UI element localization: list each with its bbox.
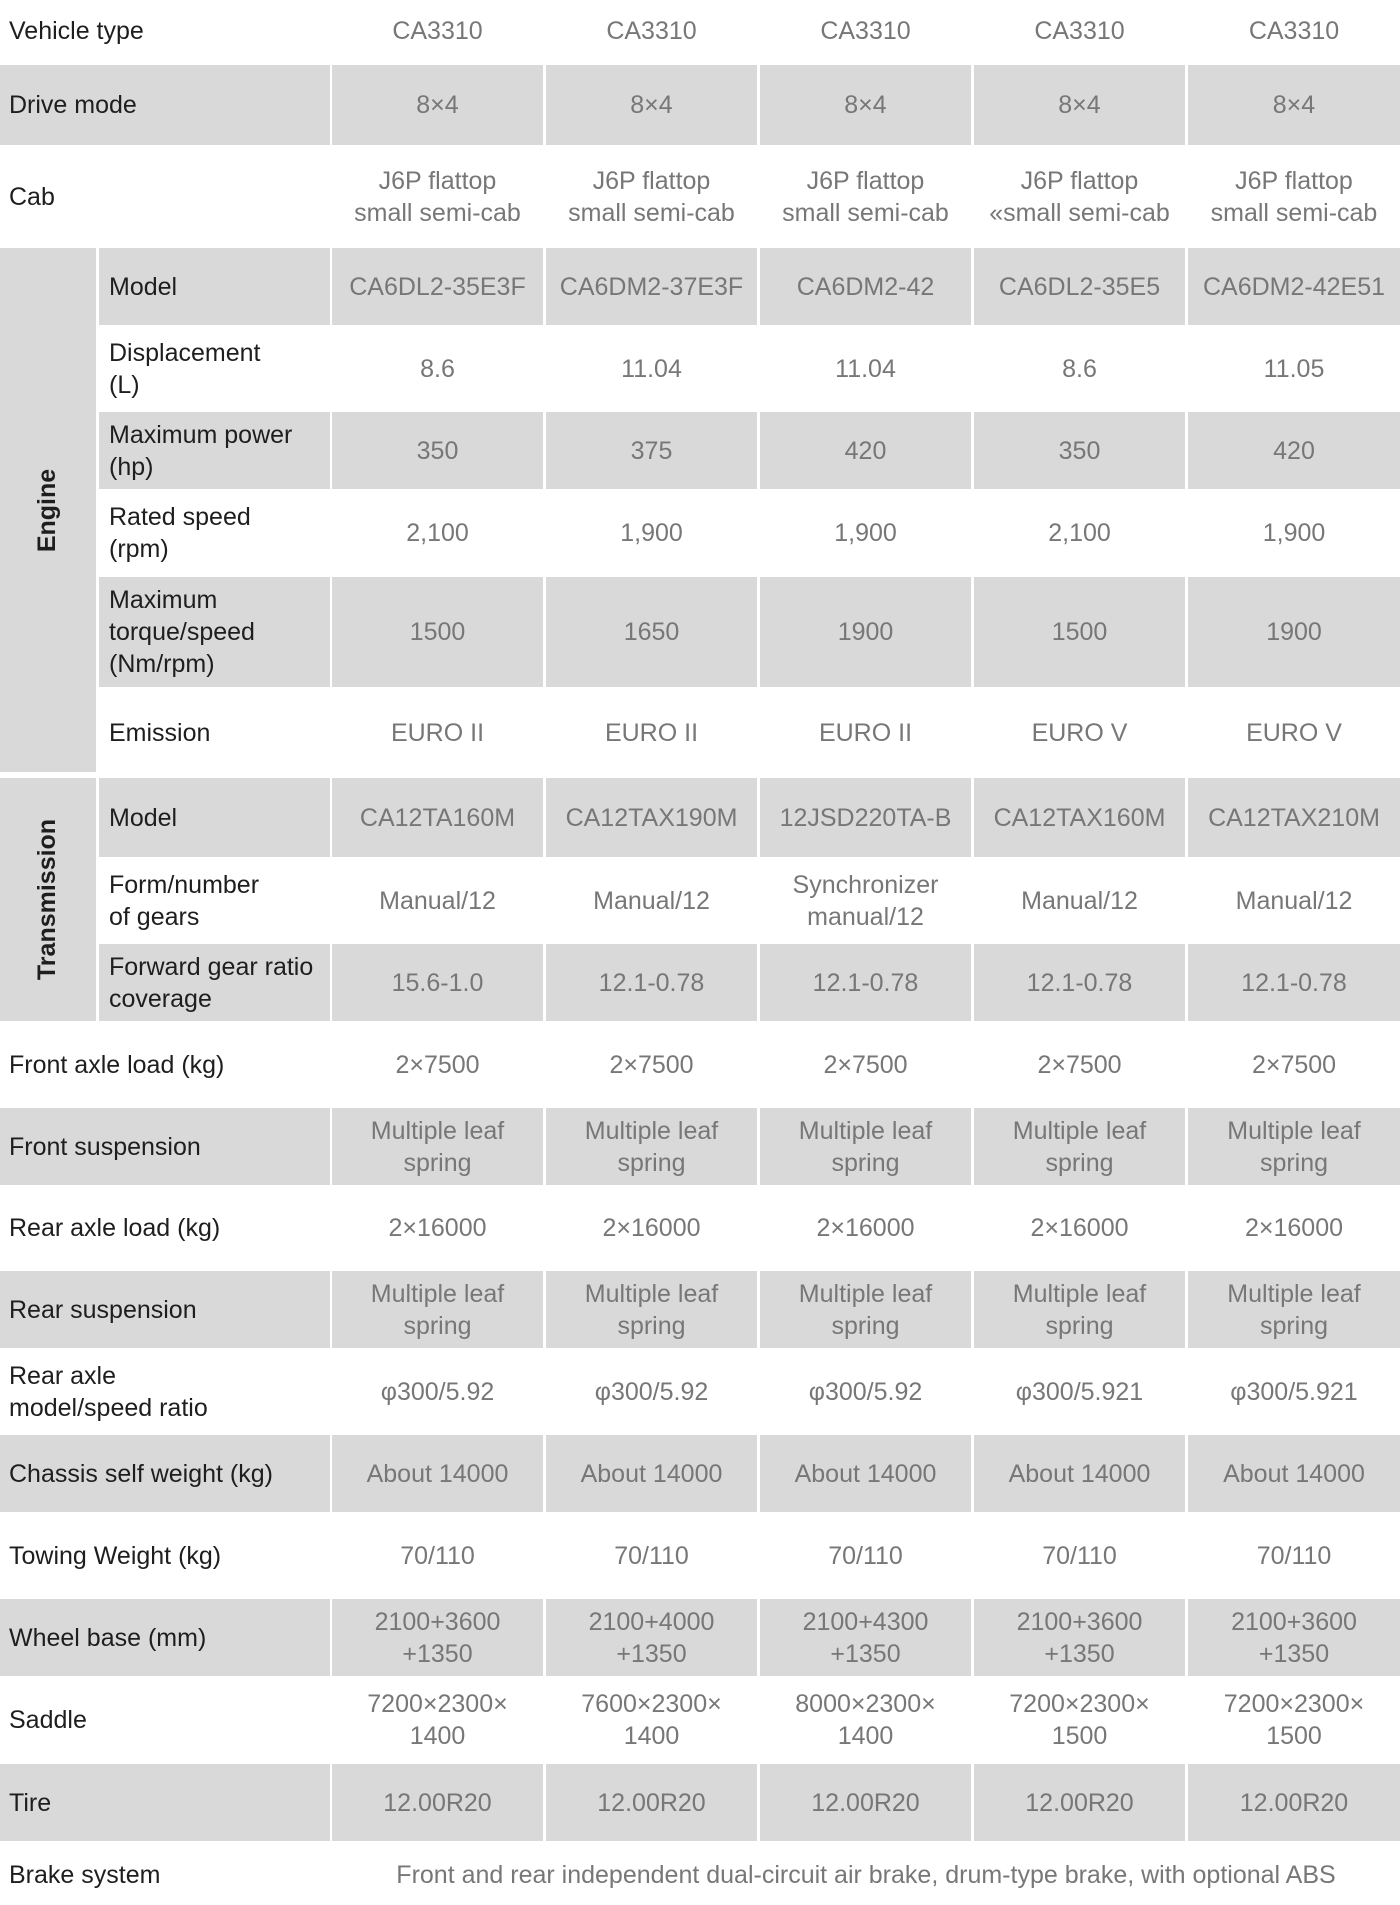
spec-value xyxy=(760,412,971,489)
spec-value xyxy=(546,1024,757,1105)
spec-value xyxy=(1188,577,1400,687)
spec-value-text: 2×16000 xyxy=(1244,1214,1344,1242)
spec-value-text: Manual/12 xyxy=(593,886,710,915)
spec-value-text: CA12TA160M xyxy=(359,803,516,832)
spec-value xyxy=(546,860,757,941)
spec-value-text: 2100+3600 +1350 xyxy=(1016,1607,1143,1668)
spec-value xyxy=(332,690,543,775)
spec-value xyxy=(974,328,1185,409)
spec-value xyxy=(974,1188,1185,1268)
spec-value xyxy=(546,248,757,325)
brake-system-value-text: Front and rear independent dual-circuit air brake, drum-type brake, with optional ABS xyxy=(396,1860,1336,1889)
spec-value xyxy=(974,944,1185,1021)
spec-value-text: 350 xyxy=(416,436,459,465)
spec-value-text: CA6DL2-35E5 xyxy=(998,272,1161,301)
spec-value xyxy=(546,1764,757,1841)
spec-value-text: φ300/5.921 xyxy=(1230,1377,1358,1406)
spec-value-text: CA3310 xyxy=(392,17,483,45)
spec-value-text: Manual/12 xyxy=(379,886,496,915)
row-label xyxy=(0,1188,330,1268)
spec-value-text: Multiple leaf spring xyxy=(1012,1116,1147,1177)
spec-value xyxy=(332,1515,543,1596)
spec-value-text: Multiple leaf spring xyxy=(798,1279,933,1340)
row-label-text: Rear axle load (kg) xyxy=(9,1214,221,1242)
row-label-text: Vehicle type xyxy=(9,17,144,45)
spec-value xyxy=(332,1188,543,1268)
spec-value-text: Synchronizer manual/12 xyxy=(792,870,939,931)
spec-value xyxy=(974,148,1185,245)
spec-value xyxy=(974,248,1185,325)
spec-value xyxy=(1188,778,1400,857)
spec-value-text: 8×4 xyxy=(630,91,673,119)
spec-value xyxy=(760,1024,971,1105)
row-label-text: Rear suspension xyxy=(9,1295,197,1324)
spec-value xyxy=(760,1515,971,1596)
spec-value-text: 8×4 xyxy=(1272,91,1316,119)
spec-value xyxy=(1188,1351,1400,1432)
row-label xyxy=(99,412,330,489)
spec-value xyxy=(760,1271,971,1348)
row-label xyxy=(99,492,330,574)
spec-value xyxy=(332,1599,543,1676)
spec-value-text: 15.6-1.0 xyxy=(391,968,484,997)
spec-value-text: CA12TAX160M xyxy=(993,803,1166,832)
engine-group-label-text: Engine xyxy=(33,468,62,552)
spec-value-text: 8×4 xyxy=(1058,91,1101,119)
spec-value xyxy=(1188,1188,1400,1268)
spec-value-text: 7200×2300× 1400 xyxy=(367,1690,508,1750)
spec-value-text: About 14000 xyxy=(1223,1459,1365,1488)
spec-value-text: 7200×2300× 1500 xyxy=(1223,1690,1365,1750)
spec-value-text: CA3310 xyxy=(1248,17,1340,45)
spec-value-text: CA3310 xyxy=(1034,17,1125,45)
spec-value-text: 2×7500 xyxy=(395,1050,480,1079)
row-label xyxy=(0,0,330,62)
spec-value xyxy=(974,1599,1185,1676)
spec-value xyxy=(760,1599,971,1676)
spec-value xyxy=(760,1351,971,1432)
spec-value-text: 2×7500 xyxy=(1037,1050,1122,1079)
spec-value-text: 12.1-0.78 xyxy=(1026,968,1133,997)
spec-value-text: EURO II xyxy=(604,718,699,747)
spec-value-text: EURO V xyxy=(1246,718,1342,747)
engine-group-label xyxy=(0,248,96,772)
row-label-text: Front axle load (kg) xyxy=(9,1050,225,1079)
spec-value-text: 375 xyxy=(630,436,673,465)
spec-value xyxy=(546,412,757,489)
spec-value xyxy=(332,944,543,1021)
spec-value-text: 70/110 xyxy=(1042,1541,1117,1570)
spec-value-text: 1,900 xyxy=(834,519,897,547)
spec-value-text: 12.00R20 xyxy=(1025,1788,1134,1817)
row-label-text: Towing Weight (kg) xyxy=(9,1541,222,1570)
spec-value xyxy=(332,492,543,574)
row-label xyxy=(0,1764,330,1841)
row-label xyxy=(99,577,330,687)
spec-value xyxy=(760,860,971,941)
spec-value xyxy=(546,0,757,62)
row-label-text: Rear axle model/speed ratio xyxy=(9,1361,208,1422)
spec-value xyxy=(1188,860,1400,941)
spec-value xyxy=(1188,248,1400,325)
row-label-text: Maximum power (hp) xyxy=(109,420,293,481)
spec-value xyxy=(760,944,971,1021)
spec-value xyxy=(332,0,543,62)
spec-value xyxy=(974,1108,1185,1185)
spec-value-text: CA12TAX190M xyxy=(565,803,738,832)
spec-value xyxy=(760,690,971,775)
row-label-text: Rated speed (rpm) xyxy=(109,503,251,563)
spec-value-text: About 14000 xyxy=(794,1459,937,1488)
row-label-text: Brake system xyxy=(9,1860,161,1889)
spec-value-text: 1500 xyxy=(409,618,466,646)
row-label xyxy=(99,778,330,857)
spec-value xyxy=(760,577,971,687)
spec-value-text: EURO V xyxy=(1031,718,1128,747)
spec-value xyxy=(546,1679,757,1761)
spec-value-text: 70/110 xyxy=(400,1541,475,1570)
spec-value-text: 420 xyxy=(1273,436,1315,465)
row-label-text: Cab xyxy=(9,182,55,211)
spec-value-text: 2100+3600 +1350 xyxy=(374,1607,501,1668)
spec-value xyxy=(974,690,1185,775)
spec-value-text: 2×16000 xyxy=(1030,1214,1129,1242)
spec-value-text: About 14000 xyxy=(366,1459,509,1488)
spec-value xyxy=(760,1108,971,1185)
spec-value xyxy=(760,492,971,574)
spec-value-text: 12.1-0.78 xyxy=(812,968,919,997)
spec-value xyxy=(974,1351,1185,1432)
spec-value-text: CA3310 xyxy=(606,17,697,45)
spec-value xyxy=(332,1024,543,1105)
spec-value xyxy=(760,148,971,245)
spec-value xyxy=(1188,65,1400,145)
spec-value xyxy=(546,492,757,574)
row-label-text: Saddle xyxy=(9,1706,87,1734)
spec-value xyxy=(546,1108,757,1185)
row-label xyxy=(0,1435,330,1512)
spec-value xyxy=(332,1351,543,1432)
spec-value-text: 7200×2300× 1500 xyxy=(1009,1690,1150,1750)
spec-value xyxy=(332,1108,543,1185)
spec-value xyxy=(1188,944,1400,1021)
spec-value xyxy=(1188,1435,1400,1512)
spec-value-text: EURO II xyxy=(390,718,485,747)
spec-value xyxy=(974,860,1185,941)
spec-value xyxy=(546,577,757,687)
spec-value-text: 7600×2300× 1400 xyxy=(581,1690,722,1750)
spec-value xyxy=(332,412,543,489)
row-label xyxy=(0,1024,330,1105)
spec-value xyxy=(1188,412,1400,489)
row-label xyxy=(0,1679,330,1761)
spec-value-text: 420 xyxy=(844,436,887,465)
spec-value xyxy=(546,1515,757,1596)
spec-value-text: 8000×2300× 1400 xyxy=(795,1690,936,1750)
spec-value xyxy=(760,248,971,325)
spec-value xyxy=(1188,1764,1400,1841)
row-label-text: Front suspension xyxy=(9,1132,201,1161)
spec-value xyxy=(1188,1024,1400,1105)
row-label xyxy=(0,1271,330,1348)
spec-value-text: EURO II xyxy=(818,718,913,747)
spec-value-text: 12.1-0.78 xyxy=(598,968,705,997)
spec-value xyxy=(546,148,757,245)
row-label-text: Emission xyxy=(109,718,211,747)
spec-value xyxy=(1188,1599,1400,1676)
spec-value xyxy=(760,0,971,62)
spec-value-text: 11.04 xyxy=(835,354,896,383)
spec-value xyxy=(760,1764,971,1841)
spec-value-text: CA3310 xyxy=(820,17,911,45)
spec-value xyxy=(332,860,543,941)
spec-value-text: 12JSD220TA-B xyxy=(779,803,952,832)
row-label-text: Displacement (L) xyxy=(109,338,261,399)
spec-value xyxy=(332,1435,543,1512)
spec-value xyxy=(760,1188,971,1268)
transmission-group-label xyxy=(0,778,96,1021)
spec-value-text: φ300/5.92 xyxy=(594,1377,709,1406)
row-label-text: Forward gear ratio coverage xyxy=(109,952,314,1013)
spec-value xyxy=(1188,492,1400,574)
spec-value-text: CA12TAX210M xyxy=(1208,803,1380,832)
spec-value-text: CA6DM2-42 xyxy=(796,272,935,301)
spec-value xyxy=(546,1271,757,1348)
spec-value xyxy=(546,778,757,857)
spec-value-text: 1900 xyxy=(1266,618,1322,646)
spec-value-text: 2×16000 xyxy=(602,1214,701,1242)
spec-value xyxy=(1188,1679,1400,1761)
row-label xyxy=(99,860,330,941)
spec-value-text: CA6DM2-42E51 xyxy=(1202,272,1386,301)
spec-value-text: 2,100 xyxy=(406,519,469,547)
spec-value-text: 12.00R20 xyxy=(1239,1788,1349,1817)
spec-value xyxy=(974,412,1185,489)
spec-value-text: 2×16000 xyxy=(388,1214,487,1242)
spec-value-text: 11.04 xyxy=(621,354,682,383)
row-label xyxy=(99,944,330,1021)
spec-value-text: Manual/12 xyxy=(1235,886,1353,915)
spec-value-text: 2×7500 xyxy=(609,1050,694,1079)
spec-value xyxy=(332,248,543,325)
spec-value-text: 2100+4000 +1350 xyxy=(588,1607,715,1668)
spec-value-text: φ300/5.92 xyxy=(380,1377,495,1406)
row-label xyxy=(0,1108,330,1185)
spec-value-text: Manual/12 xyxy=(1021,886,1138,915)
spec-value xyxy=(332,1764,543,1841)
spec-value-text: Multiple leaf spring xyxy=(584,1279,719,1340)
spec-value xyxy=(1188,328,1400,409)
spec-value-text: Multiple leaf spring xyxy=(798,1116,933,1177)
spec-value-text: J6P flattop «small semi-cab xyxy=(989,166,1170,227)
spec-value-text: 12.00R20 xyxy=(597,1788,706,1817)
row-label-text: Form/number of gears xyxy=(109,870,260,931)
spec-value-text: J6P flattop small semi-cab xyxy=(1210,166,1378,227)
row-label xyxy=(99,328,330,409)
spec-value xyxy=(760,65,971,145)
row-label-text: Model xyxy=(109,272,178,301)
spec-value xyxy=(332,65,543,145)
spec-value xyxy=(1188,0,1400,62)
spec-value-text: 8.6 xyxy=(1062,354,1097,383)
row-label xyxy=(0,1351,330,1432)
spec-value xyxy=(332,1271,543,1348)
spec-value xyxy=(332,778,543,857)
spec-value-text: φ300/5.92 xyxy=(808,1377,923,1406)
spec-value xyxy=(332,328,543,409)
row-label-text: Model xyxy=(109,803,178,832)
spec-value-text: J6P flattop small semi-cab xyxy=(782,166,949,227)
spec-value xyxy=(546,328,757,409)
spec-value xyxy=(546,944,757,1021)
spec-value-text: 2100+4300 +1350 xyxy=(802,1607,929,1668)
spec-value-text: 2×7500 xyxy=(1251,1050,1337,1079)
spec-value xyxy=(1188,1271,1400,1348)
row-label xyxy=(0,1599,330,1676)
spec-value xyxy=(1188,148,1400,245)
spec-value xyxy=(760,778,971,857)
spec-value xyxy=(1188,690,1400,775)
spec-value-text: 70/110 xyxy=(1256,1541,1332,1570)
spec-value-text: Multiple leaf spring xyxy=(370,1279,505,1340)
spec-value-text: Multiple leaf spring xyxy=(1012,1279,1147,1340)
spec-value xyxy=(332,577,543,687)
row-label xyxy=(0,1844,330,1905)
spec-value xyxy=(332,148,543,245)
spec-value xyxy=(974,65,1185,145)
transmission-group-label-text: Transmission xyxy=(33,818,62,981)
spec-value-text: 2×16000 xyxy=(816,1214,915,1242)
spec-value-text: 1900 xyxy=(837,618,894,646)
spec-value-text: 2,100 xyxy=(1048,519,1111,547)
spec-value xyxy=(546,65,757,145)
spec-value-text: 2100+3600 +1350 xyxy=(1231,1607,1357,1668)
spec-value-text: φ300/5.921 xyxy=(1015,1377,1144,1406)
spec-value-text: 350 xyxy=(1058,436,1101,465)
row-label xyxy=(0,65,330,145)
spec-value-text: 8×4 xyxy=(416,91,459,119)
spec-value-text: Multiple leaf spring xyxy=(370,1116,505,1177)
spec-value-text: 70/110 xyxy=(614,1541,689,1570)
spec-value-text: About 14000 xyxy=(1008,1459,1151,1488)
spec-value-text: CA6DL2-35E3F xyxy=(349,272,526,301)
row-label xyxy=(0,1515,330,1596)
spec-value-text: 8.6 xyxy=(420,354,455,383)
spec-value xyxy=(974,1515,1185,1596)
spec-value xyxy=(974,1679,1185,1761)
spec-value-text: About 14000 xyxy=(580,1459,723,1488)
spec-value xyxy=(332,1679,543,1761)
spec-value xyxy=(974,1271,1185,1348)
spec-value xyxy=(974,778,1185,857)
row-label-text: Wheel base (mm) xyxy=(9,1623,207,1652)
spec-value-text: 12.00R20 xyxy=(811,1788,920,1817)
spec-value xyxy=(974,577,1185,687)
spec-value-text: Multiple leaf spring xyxy=(1227,1279,1361,1340)
spec-value xyxy=(974,1024,1185,1105)
spec-value xyxy=(1188,1108,1400,1185)
spec-value-text: Multiple leaf spring xyxy=(1227,1116,1361,1177)
row-label-text: Maximum torque/speed (Nm/rpm) xyxy=(109,586,255,678)
spec-value xyxy=(546,690,757,775)
spec-value-text: 1,900 xyxy=(1262,519,1326,547)
spec-value xyxy=(546,1435,757,1512)
spec-value xyxy=(974,1764,1185,1841)
spec-value-text: 1650 xyxy=(623,618,680,646)
spec-value xyxy=(974,1435,1185,1512)
spec-value-text: 1,900 xyxy=(620,519,683,547)
spec-value-text: 1500 xyxy=(1051,618,1108,646)
spec-value-text: 11.05 xyxy=(1263,354,1325,383)
spec-value-text: 70/110 xyxy=(828,1541,903,1570)
spec-value-text: Multiple leaf spring xyxy=(584,1116,719,1177)
spec-value xyxy=(760,328,971,409)
spec-value xyxy=(546,1188,757,1268)
spec-value-text: J6P flattop small semi-cab xyxy=(354,166,521,227)
spec-value-text: 2×7500 xyxy=(823,1050,908,1079)
spec-value xyxy=(546,1351,757,1432)
spec-value xyxy=(974,0,1185,62)
spec-value-text: CA6DM2-37E3F xyxy=(559,272,744,301)
spec-value xyxy=(974,492,1185,574)
spec-value-text: 12.00R20 xyxy=(383,1788,492,1817)
row-label xyxy=(99,248,330,325)
row-label xyxy=(0,148,330,245)
spec-value xyxy=(546,1599,757,1676)
row-label-text: Drive mode xyxy=(9,91,137,119)
spec-value xyxy=(760,1679,971,1761)
spec-value-text: J6P flattop small semi-cab xyxy=(568,166,735,227)
spec-value-text: 12.1-0.78 xyxy=(1241,968,1347,997)
spec-value-text: 8×4 xyxy=(844,91,887,119)
spec-value xyxy=(760,1435,971,1512)
row-label-text: Chassis self weight (kg) xyxy=(9,1459,273,1488)
row-label xyxy=(99,690,330,775)
row-label-text: Tire xyxy=(9,1788,52,1817)
brake-system-value xyxy=(332,1844,1400,1905)
spec-value xyxy=(1188,1515,1400,1596)
